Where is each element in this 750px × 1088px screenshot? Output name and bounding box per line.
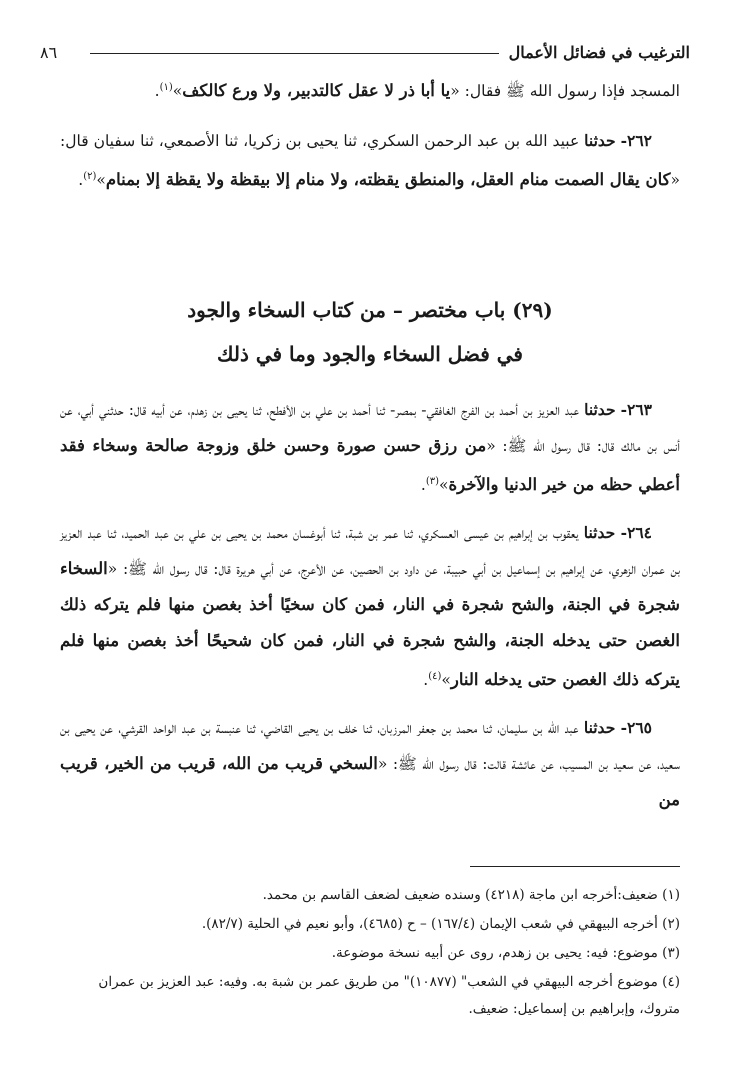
footnote-ref: (٤) <box>428 671 442 683</box>
quote-close: » <box>439 476 449 495</box>
matn: من رزق حسن صورة وحسن خلق وزوجة صالحة وسخاء فقد أعطي حظه من خير الدنيا والآخرة <box>60 436 680 495</box>
chapter-title-line2: في فضل السخاء والجود وما في ذلك <box>217 342 523 366</box>
hadith-263 <box>60 392 680 503</box>
hadith-265 <box>60 710 680 818</box>
opening-plain: المسجد فإذا رسول الله ﷺ فقال: « <box>450 82 680 101</box>
footnote-3: (٣) موضوع: فيه: يحيى بن زهدم، روى عن أبيه نسخة موضوعة. <box>331 945 680 961</box>
running-header <box>40 36 690 62</box>
header-rule <box>90 53 499 54</box>
footnote-2: (٢) أخرجه البيهقي في شعب الإيمان (١٦٧/٤) – ح (٤٦٨٥)، وأبو نعيم في الحلية (٨٢/٧). <box>201 916 680 932</box>
isnad: يعقوب بن إبراهيم بن عيسى العسكري، ثنا عمر بن شبة، ثنا أبوغسان محمد بن يحيى بن علي بن عبد الحميد، ثنا عبد العزيز بن عمران الزهري، عن إبراهيم بن إسماعيل بن أبي حبيبة، عن داود بن الحصين، عن الأعرج، عن أبي هريرة قال: قال رسول الله ﷺ: « <box>60 524 680 579</box>
haddathana: حدثنا <box>583 523 616 543</box>
matn: السخي قريب من الله، قريب من الخير، قريب من <box>60 754 680 810</box>
isnad: عبد العزيز بن أحمد بن الفرج الغافقي- بمصر- ثنا أحمد بن علي بن الأفطح، ثنا يحيى بن زهدم، عن أبيه قال: حدثني أبي، عن أنس بن مالك قال: قال رسول الله ﷺ: « <box>60 401 680 455</box>
footnote-separator <box>470 866 680 867</box>
haddathana: حدثنا <box>583 718 616 738</box>
hadith-number: ٢٦٤- <box>620 523 652 543</box>
footnote-ref: (١) <box>159 82 173 93</box>
opening-quote: يا أبا ذر لا عقل كالتدبير، ولا ورع كالكف <box>182 81 451 101</box>
footnote-ref: (٢) <box>83 171 97 183</box>
end-mark: . <box>420 476 426 495</box>
matn: كان يقال الصمت منام العقل، والمنطق يقظته، ولا منام إلا بيقظة ولا يقظة إلا بمنام <box>105 170 671 190</box>
end-mark: . <box>423 671 429 690</box>
header-title: الترغيب في فضائل الأعمال <box>508 43 690 62</box>
opening-close: » <box>172 82 183 101</box>
footnotes <box>55 882 680 1025</box>
footnote-ref: (٣) <box>425 476 440 487</box>
hadith-264 <box>60 515 680 698</box>
main-text-block <box>60 392 680 830</box>
hadith-number: ٢٦٣- <box>620 400 653 419</box>
chapter-title-line1: (٢٩) باب مختصر – من كتاب السخاء والجود <box>187 298 553 322</box>
hadith-number: ٢٦٢- <box>620 131 652 151</box>
chapter-heading <box>60 288 680 376</box>
hadith-number: ٢٦٥- <box>620 718 652 738</box>
footnote-4: (٤) موضوع أخرجه البيهقي في الشعب" (١٠٨٧٧)" من طريق عمر بن شبة به. وفيه: عبد العزيز بن عمران متروك، وإبراهيم بن إسماعيل: ضعيف. <box>98 974 680 1017</box>
footnote-1: (١) ضعيف:أخرجه ابن ماجة (٤٢١٨) وسنده ضعيف لضعف القاسم بن محمد. <box>262 887 680 903</box>
isnad: عبد الله بن سليمان، ثنا محمد بن جعفر المرزبان، ثنا خلف بن يحيى القاضي، ثنا عنبسة بن عبد الواحد القرشي، عن يحيى بن سعيد، عن سعيد بن المسيب، عن عائشة قالت: قال رسول الله ﷺ: « <box>60 719 681 774</box>
hadith-262 <box>60 123 680 198</box>
opening-paragraph <box>60 70 680 109</box>
quote-close: » <box>96 171 106 190</box>
haddathana: حدثنا <box>584 131 616 151</box>
matn: السخاء شجرة في الجنة، والشح شجرة في النار، فمن كان سخيًا أخذ بغصن منها فلم يتركه ذلك الغصن حتى يدخله الجنة، والشح شجرة في النار، فمن كان شحيحًا أخذ بغصن منها فلم يتركه ذلك الغصن حتى يدخله النار <box>60 559 680 690</box>
quote-close: » <box>441 671 451 690</box>
opening-end: . <box>154 82 160 101</box>
top-text-block <box>60 70 680 210</box>
haddathana: حدثنا <box>584 400 616 419</box>
page-number: ٨٦ <box>40 43 58 62</box>
isnad: عبيد الله بن عبد الرحمن السكري، ثنا يحيى بن زكريا، ثنا الأصمعي، ثنا سفيان قال: « <box>60 132 680 190</box>
end-mark: . <box>78 171 84 190</box>
